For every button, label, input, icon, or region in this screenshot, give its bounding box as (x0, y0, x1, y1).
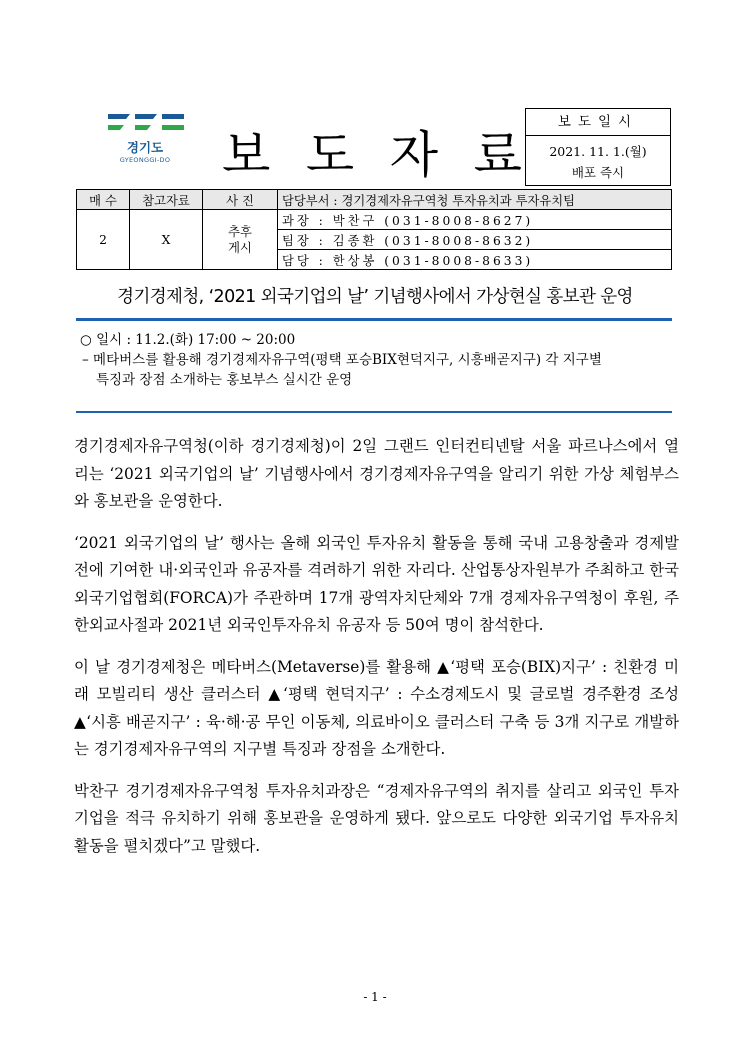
paragraph-1: 경기경제자유구역청(이하 경기경제청)이 2일 그랜드 인터컨티넨탈 서울 파르나스에서 열리는 ‘2021 외국기업의 날’ 기념행사에서 경기경제자유구역을 알리기 위한 가상 체험부스와 홍보관을 운영한다. (74, 437, 679, 510)
summary-date: ○ 일시 : 11.2.(화) 17:00 ~ 20:00 (80, 332, 296, 348)
contact-1: 과장 : 박찬구 (031-8008-8627) (278, 210, 672, 230)
dept-header: 담당부서 : 경기경제자유구역청 투자유치과 투자유치팀 (278, 190, 672, 210)
count-cell: 2 (77, 210, 130, 270)
ref-cell: X (130, 210, 203, 270)
contact-3: 담당 : 한상봉 (031-8008-8633) (278, 250, 672, 270)
title-char-3: 자 (389, 126, 439, 184)
release-date: 2021. 11. 1.(월) (549, 144, 647, 159)
headline: 경기경제청, ‘2021 외국기업의 날’ 기념행사에서 가상현실 홍보관 운영 (117, 287, 633, 307)
title-char-1: 보 (222, 126, 271, 184)
logo-name: 경기도 (126, 140, 164, 155)
release-info-box (525, 108, 671, 186)
col-count-header: 매 수 (77, 190, 130, 210)
release-note: 배포 즉시 (571, 165, 625, 180)
paragraph-3: 이 날 경기경제청은 메타버스(Metaverse)를 활용해 ▲‘평택 포승(BIX)지구’ : 친환경 미래 모빌리티 생산 클러스터 ▲‘평택 현덕지구’ : 수소경제도시 및 글로벌 경주환경 조성 ▲‘시흥 배곧지구’ : 육·해·공 무인 이동체, 의료바이오 클러스터 구축 등 3개 지구로 개발하는 경기경제자유구역의 지구별 특징과 장점을 소개한다. (74, 657, 679, 758)
summary-bullet-line-2: 특징과 장점 소개하는 홍보부스 실시간 운영 (96, 372, 353, 388)
title-char-2: 도 (305, 126, 355, 184)
article-body (74, 433, 679, 874)
table-header-row (77, 190, 672, 210)
page-number: - 1 - (363, 990, 387, 1004)
contact-table (76, 189, 672, 270)
summary-rule (76, 411, 672, 413)
photo-line-2: 게시 (228, 240, 252, 255)
summary-box (80, 330, 672, 390)
photo-line-1: 추후 (228, 224, 252, 239)
release-label: 보도일시 (526, 109, 670, 136)
contact-2: 팀장 : 김종환 (031-8008-8632) (278, 230, 672, 250)
page-title (222, 116, 522, 186)
table-row (77, 210, 672, 230)
headline-rule (76, 318, 672, 321)
paragraph-4: 박찬구 경기경제자유구역청 투자유치과장은 “경제자유구역의 취지를 살리고 외국인 투자기업을 적극 유치하기 위해 홍보관을 운영하게 됐다. 앞으로도 다양한 외국기업 투자유치 활동을 펼치겠다”고 말했다. (74, 781, 679, 855)
photo-cell (203, 210, 278, 270)
col-photo-header: 사 진 (203, 190, 278, 210)
paragraph-2: ‘2021 외국기업의 날’ 행사는 올해 외국인 투자유치 활동을 통해 국내 고용창출과 경제발전에 기여한 내·외국인과 유공자를 격려하기 위한 자리다. 산업통상자원부가 주최하고 한국외국기업협회(FORCA)가 주관하며 17개 광역자치단체와 7개 경제자유구역청이 후원, 주한외교사절과 2021년 외국인투자유치 유공자 등 50여 명이 참석한다. (74, 533, 679, 634)
col-ref-header: 참고자료 (130, 190, 203, 210)
gyeonggi-logo (100, 112, 190, 172)
gyeonggi-logo-mark-icon (106, 112, 186, 134)
summary-bullet-line-1: – 메타버스를 활용해 경기경제자유구역(평택 포승BIX현덕지구, 시흥배곧지구) 각 지구별 (82, 352, 602, 368)
logo-subtitle: GYEONGGI-DO (119, 156, 171, 164)
title-char-4: 료 (473, 126, 522, 184)
